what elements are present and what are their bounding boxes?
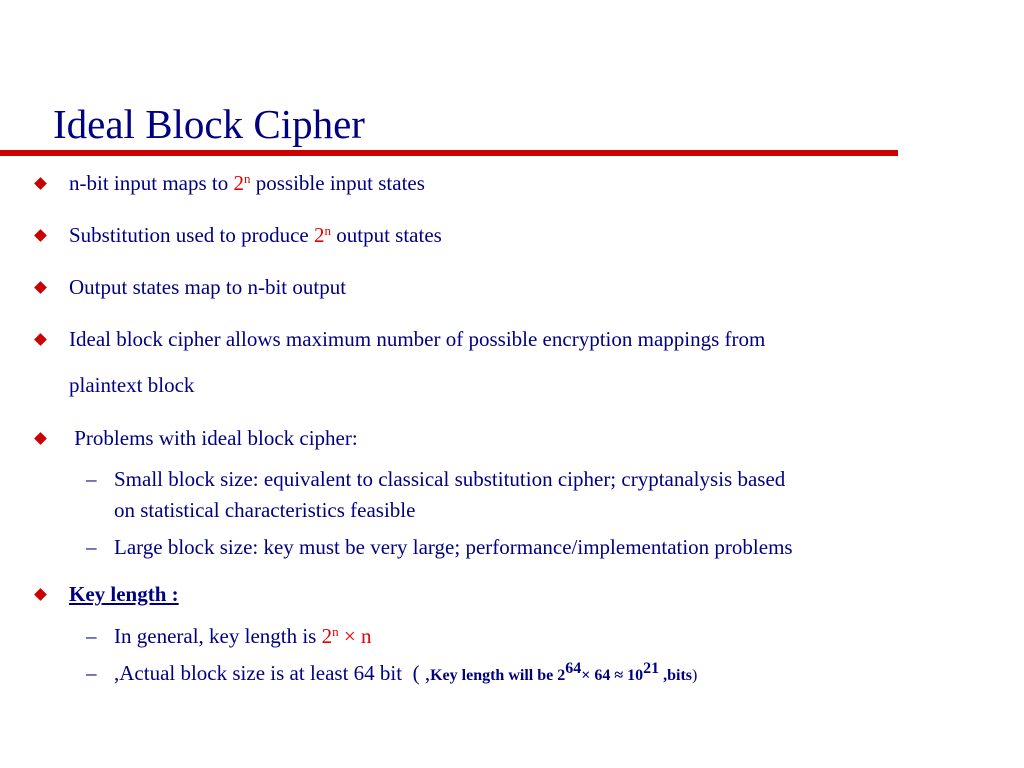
sub-2: Large block size: key must be very large; performance/implementation problems bbox=[114, 535, 793, 559]
bullet-1: n-bit input maps to 2$^n$ possible input states bbox=[69, 171, 425, 195]
slide-title: Ideal Block Cipher bbox=[53, 101, 365, 147]
title-underline bbox=[0, 150, 898, 156]
bullet-diamond-icon bbox=[34, 432, 47, 445]
sub-4: ,Actual block size is at least 64 bit ( ,Key length will be $2^{64}\times 64 \approx 10^{21}$ ,bits) bbox=[114, 660, 698, 685]
sub-dash: – bbox=[86, 467, 97, 491]
sub-1-line-2: on statistical characteristics feasible bbox=[114, 498, 416, 522]
sub-dash: – bbox=[86, 661, 97, 685]
bullet-key-length: Key length : bbox=[69, 582, 179, 606]
bullet-diamond-icon bbox=[34, 229, 47, 242]
sub-1-line-1: Small block size: equivalent to classical substitution cipher; cryptanalysis based bbox=[114, 467, 786, 491]
sub-dash: – bbox=[86, 624, 97, 648]
bullet-diamond-icon bbox=[34, 333, 47, 346]
sub-dash: – bbox=[86, 535, 97, 559]
sub-3: In general, key length is $2^n \times n$ bbox=[114, 624, 372, 648]
bullet-3: Output states map to n-bit output bbox=[69, 275, 347, 299]
bullet-4-line-1: Ideal block cipher allows maximum number of possible encryption mappings from bbox=[69, 327, 766, 351]
bullet-5: Problems with ideal block cipher: bbox=[69, 426, 358, 450]
bullet-2: Substitution used to produce 2$^n$ output states bbox=[69, 223, 442, 247]
bullet-4-line-2: plaintext block bbox=[69, 373, 195, 397]
bullet-diamond-icon bbox=[34, 281, 47, 294]
bullet-diamond-icon bbox=[34, 588, 47, 601]
bullet-diamond-icon bbox=[34, 177, 47, 190]
